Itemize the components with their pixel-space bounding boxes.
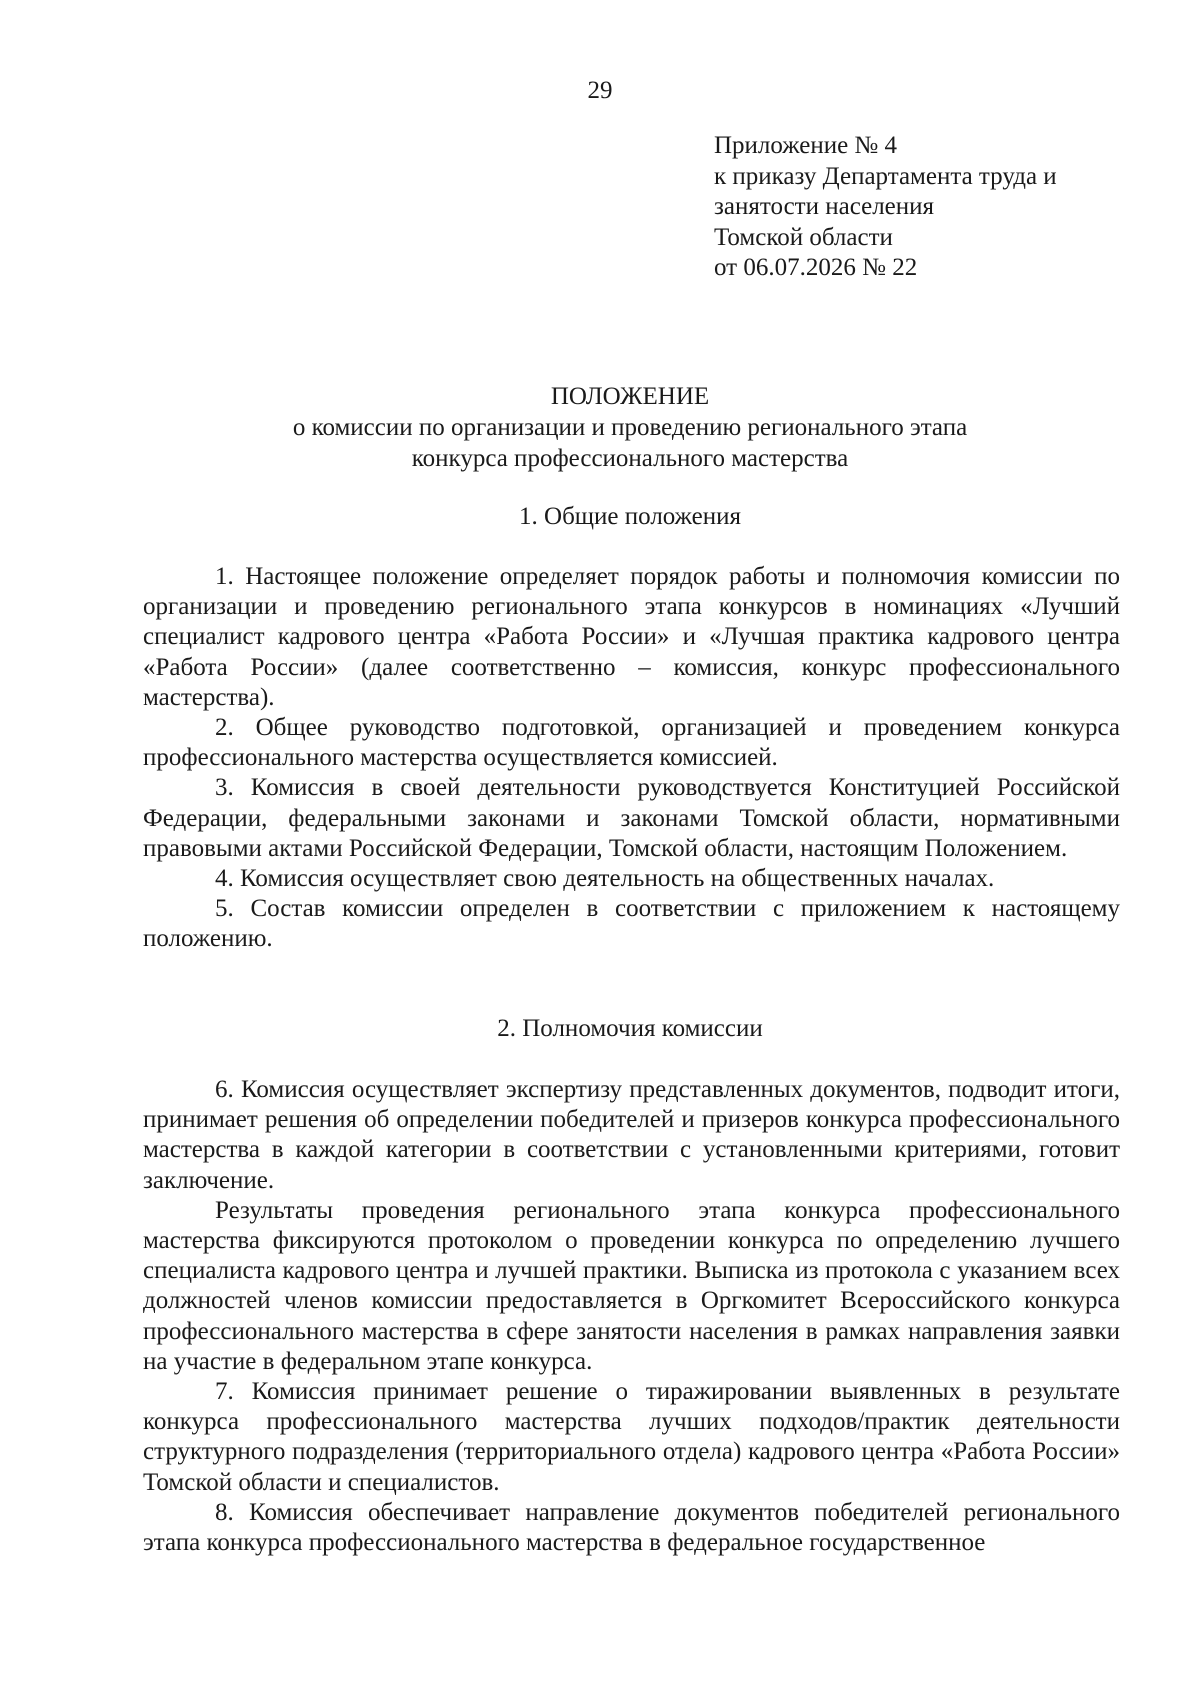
appendix-line: от 06.07.2026 № 22 xyxy=(714,254,918,281)
appendix-line: Томской области xyxy=(714,223,893,251)
document-subtitle: о комиссии по организации и проведению регионального этапа xyxy=(292,414,968,441)
document-subtitle: конкурса профессионального мастерства xyxy=(411,445,849,472)
document-title: ПОЛОЖЕНИЕ xyxy=(550,383,710,410)
paragraph: Результаты проведения регионального этапа конкурса профессионального мастерства фиксируются протоколом о проведении конкурса по определению лучшего специалиста кадрового центра и лучшей практики. Выписка из протокола с указанием всех должностей членов комиссии предоставляется в Оргкомитет Всероссийского конкурса профессионального мастерства в сфере занятости населения в рамках направления заявки на участие в федеральном этапе конкурса. xyxy=(143,1196,1120,1375)
section-heading: 1. Общие положения xyxy=(519,503,741,530)
paragraph: 5. Состав комиссии определен в соответствии с приложением к настоящему положению. xyxy=(143,895,1120,953)
appendix-line: занятости населения xyxy=(714,193,935,220)
paragraph: 3. Комиссия в своей деятельности руководствуется Конституцией Российской Федерации, федеральными законами и законами Томской области, нормативными правовыми актами Российской Федерации, Томской области, настоящим Положением. xyxy=(143,774,1120,862)
paragraph: 4. Комиссия осуществляет свою деятельность на общественных началах. xyxy=(215,865,995,893)
appendix-block xyxy=(714,131,1154,284)
paragraph: 1. Настоящее положение определяет порядок работы и полномочия комиссии по организации и проведению регионального этапа конкурсов в номинациях «Лучший специалист кадрового центра «Работа России» и «Лучшая практика кадрового центра «Работа России» (далее соответственно – комиссия, конкурс профессионального мастерства). xyxy=(143,563,1120,711)
paragraph: 2. Общее руководство подготовкой, организацией и проведением конкурса профессионального мастерства осуществляется комиссией. xyxy=(143,714,1120,772)
section-body xyxy=(143,1075,1120,1558)
paragraph: 6. Комиссия осуществляет экспертизу представленных документов, подводит итоги, принимает решения об определении победителей и призеров конкурса профессионального мастерства в каждой категории в соответствии с установленными критериями, готовит заключение. xyxy=(143,1076,1120,1194)
appendix-line: Приложение № 4 xyxy=(714,132,898,159)
section-heading: 2. Полномочия комиссии xyxy=(497,1015,763,1042)
appendix-line: к приказу Департамента труда и xyxy=(714,162,1057,190)
paragraph: 8. Комиссия обеспечивает направление документов победителей регионального этапа конкурса профессионального мастерства в федеральное государственное xyxy=(143,1498,1120,1557)
page-number: 29 xyxy=(587,77,613,104)
section-body xyxy=(143,562,1120,955)
paragraph: 7. Комиссия принимает решение о тиражировании выявленных в результате конкурса профессионального мастерства лучших подходов/практик деятельности структурного подразделения (территориального отдела) кадрового центра «Работа России» Томской области и специалистов. xyxy=(143,1378,1120,1496)
